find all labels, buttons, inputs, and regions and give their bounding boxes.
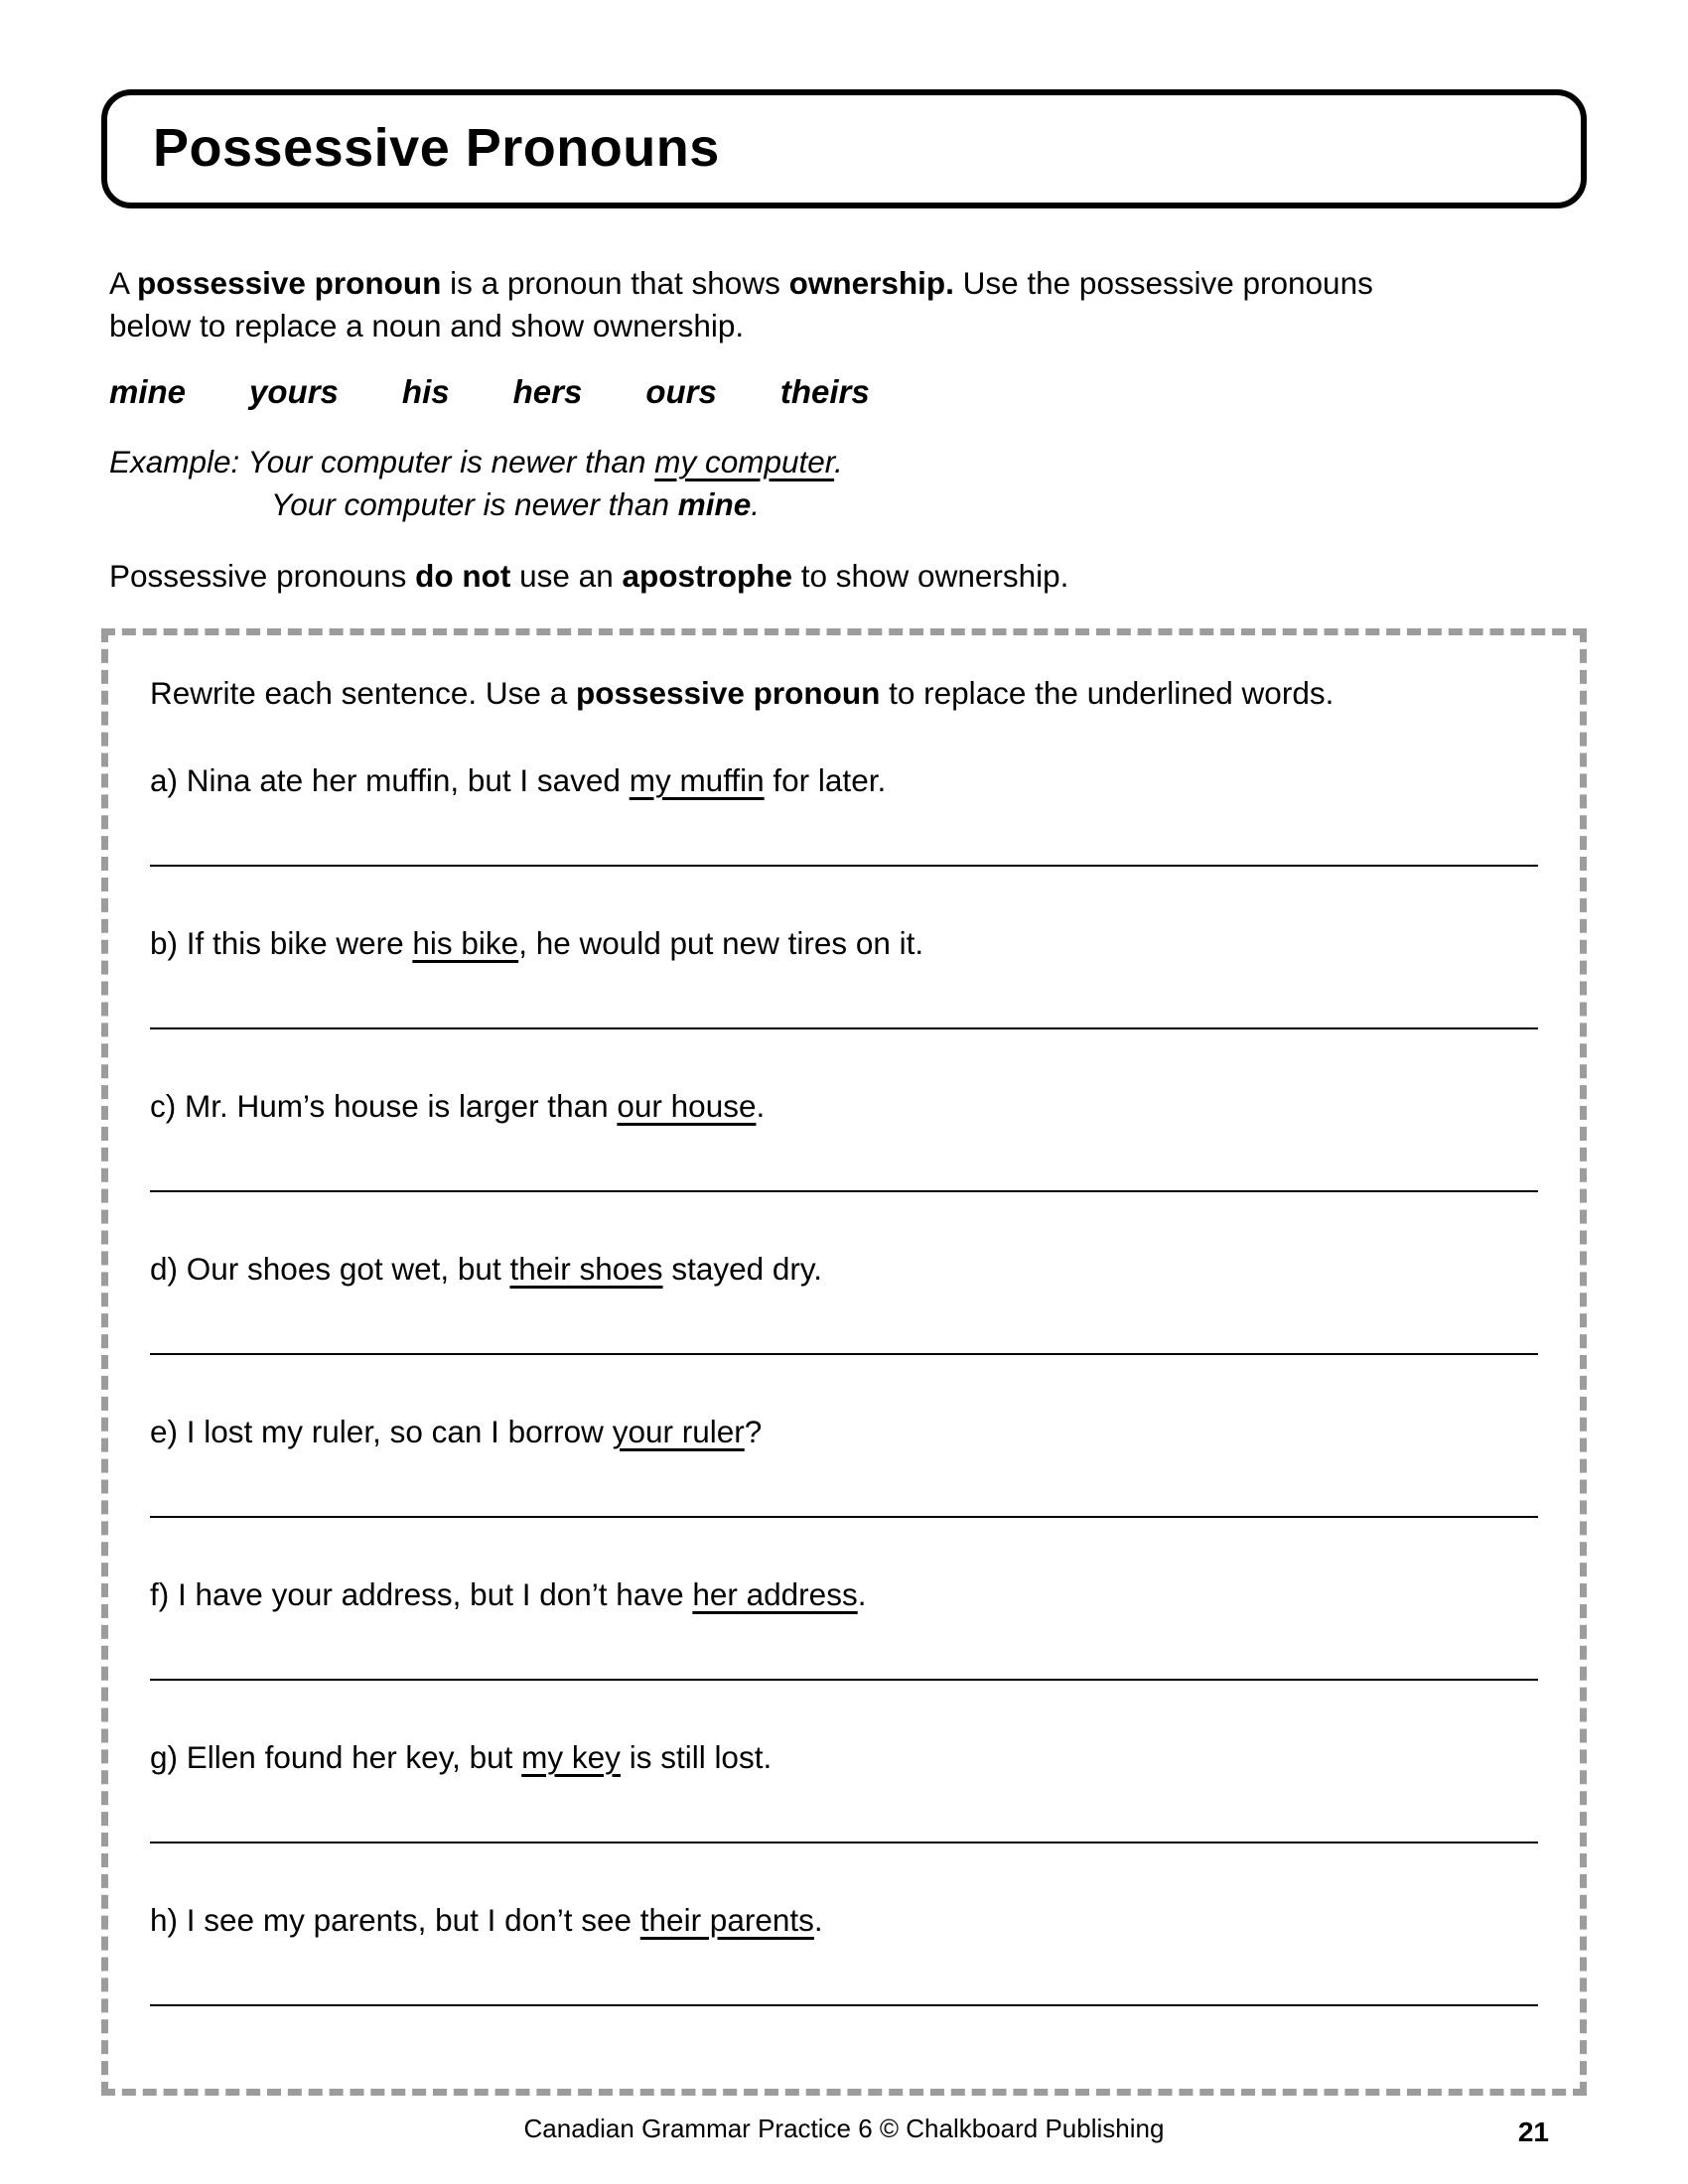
item-label: e) xyxy=(150,1414,179,1449)
exercise-sentence: b) If this bike were his bike, he would put new tires on it. xyxy=(150,925,924,961)
pronoun-item: hers xyxy=(512,373,583,410)
answer-line-c[interactable] xyxy=(150,1190,1538,1192)
exercise-item-b xyxy=(150,922,1538,1029)
item-label: g) xyxy=(150,1739,179,1775)
exercise-sentence: a) Nina ate her muffin, but I saved my muffin for later. xyxy=(150,762,887,798)
example-line-1: Example: Your computer is newer than my computer. xyxy=(109,444,843,479)
title-box xyxy=(101,89,1587,208)
page-number: 21 xyxy=(1517,2116,1549,2147)
exercise-sentence: e) I lost my ruler, so can I borrow your ruler? xyxy=(150,1414,763,1449)
answer-line-b[interactable] xyxy=(150,1027,1538,1029)
exercise-item-a xyxy=(150,759,1538,867)
answer-line-h[interactable] xyxy=(150,2004,1538,2006)
pronoun-item: ours xyxy=(645,373,717,410)
exercise-item-e xyxy=(150,1411,1538,1518)
pronoun-list xyxy=(109,373,1587,411)
item-label: d) xyxy=(150,1251,179,1287)
exercise-instruction: Rewrite each sentence. Use a possessive pronoun to replace the underlined words. xyxy=(150,675,1335,711)
exercise-item-c xyxy=(150,1085,1538,1192)
answer-line-e[interactable] xyxy=(150,1516,1538,1518)
footer-text: Canadian Grammar Practice 6 © Chalkboard Publishing xyxy=(523,2114,1165,2143)
exercise-sentence: d) Our shoes got wet, but their shoes stayed dry. xyxy=(150,1251,823,1287)
exercise-item-g xyxy=(150,1736,1538,1843)
page-title: Possessive Pronouns xyxy=(153,118,720,178)
answer-line-d[interactable] xyxy=(150,1353,1538,1355)
pronoun-item: yours xyxy=(249,373,339,410)
answer-line-g[interactable] xyxy=(150,1842,1538,1843)
example-block xyxy=(109,441,1587,526)
exercise-item-f xyxy=(150,1573,1538,1681)
exercise-sentence: g) Ellen found her key, but my key is still lost. xyxy=(150,1739,773,1775)
exercise-sentence: h) I see my parents, but I don’t see their parents. xyxy=(150,1902,823,1938)
apostrophe-note: Possessive pronouns do not use an apostrophe to show ownership. xyxy=(109,558,1069,594)
item-label: h) xyxy=(150,1902,179,1938)
pronoun-item: theirs xyxy=(779,373,870,410)
exercise-sentence: c) Mr. Hum’s house is larger than our house. xyxy=(150,1088,766,1124)
exercise-item-h xyxy=(150,1899,1538,2006)
item-label: b) xyxy=(150,925,179,961)
exercise-sentence: f) I have your address, but I don’t have her address. xyxy=(150,1576,867,1612)
answer-line-f[interactable] xyxy=(150,1679,1538,1681)
exercise-box xyxy=(101,628,1587,2096)
intro-paragraph: A possessive pronoun is a pronoun that shows ownership. Use the possessive pronouns below to replace a noun and show ownership. xyxy=(109,265,1373,343)
answer-line-a[interactable] xyxy=(150,865,1538,867)
pronoun-item: his xyxy=(401,373,450,410)
item-label: a) xyxy=(150,762,179,798)
item-label: c) xyxy=(150,1088,177,1124)
example-label: Example: xyxy=(109,444,240,479)
pronoun-item: mine xyxy=(109,373,187,410)
exercise-item-d xyxy=(150,1248,1538,1355)
item-label: f) xyxy=(150,1576,170,1612)
example-line-2: Your computer is newer than mine. xyxy=(271,486,761,522)
